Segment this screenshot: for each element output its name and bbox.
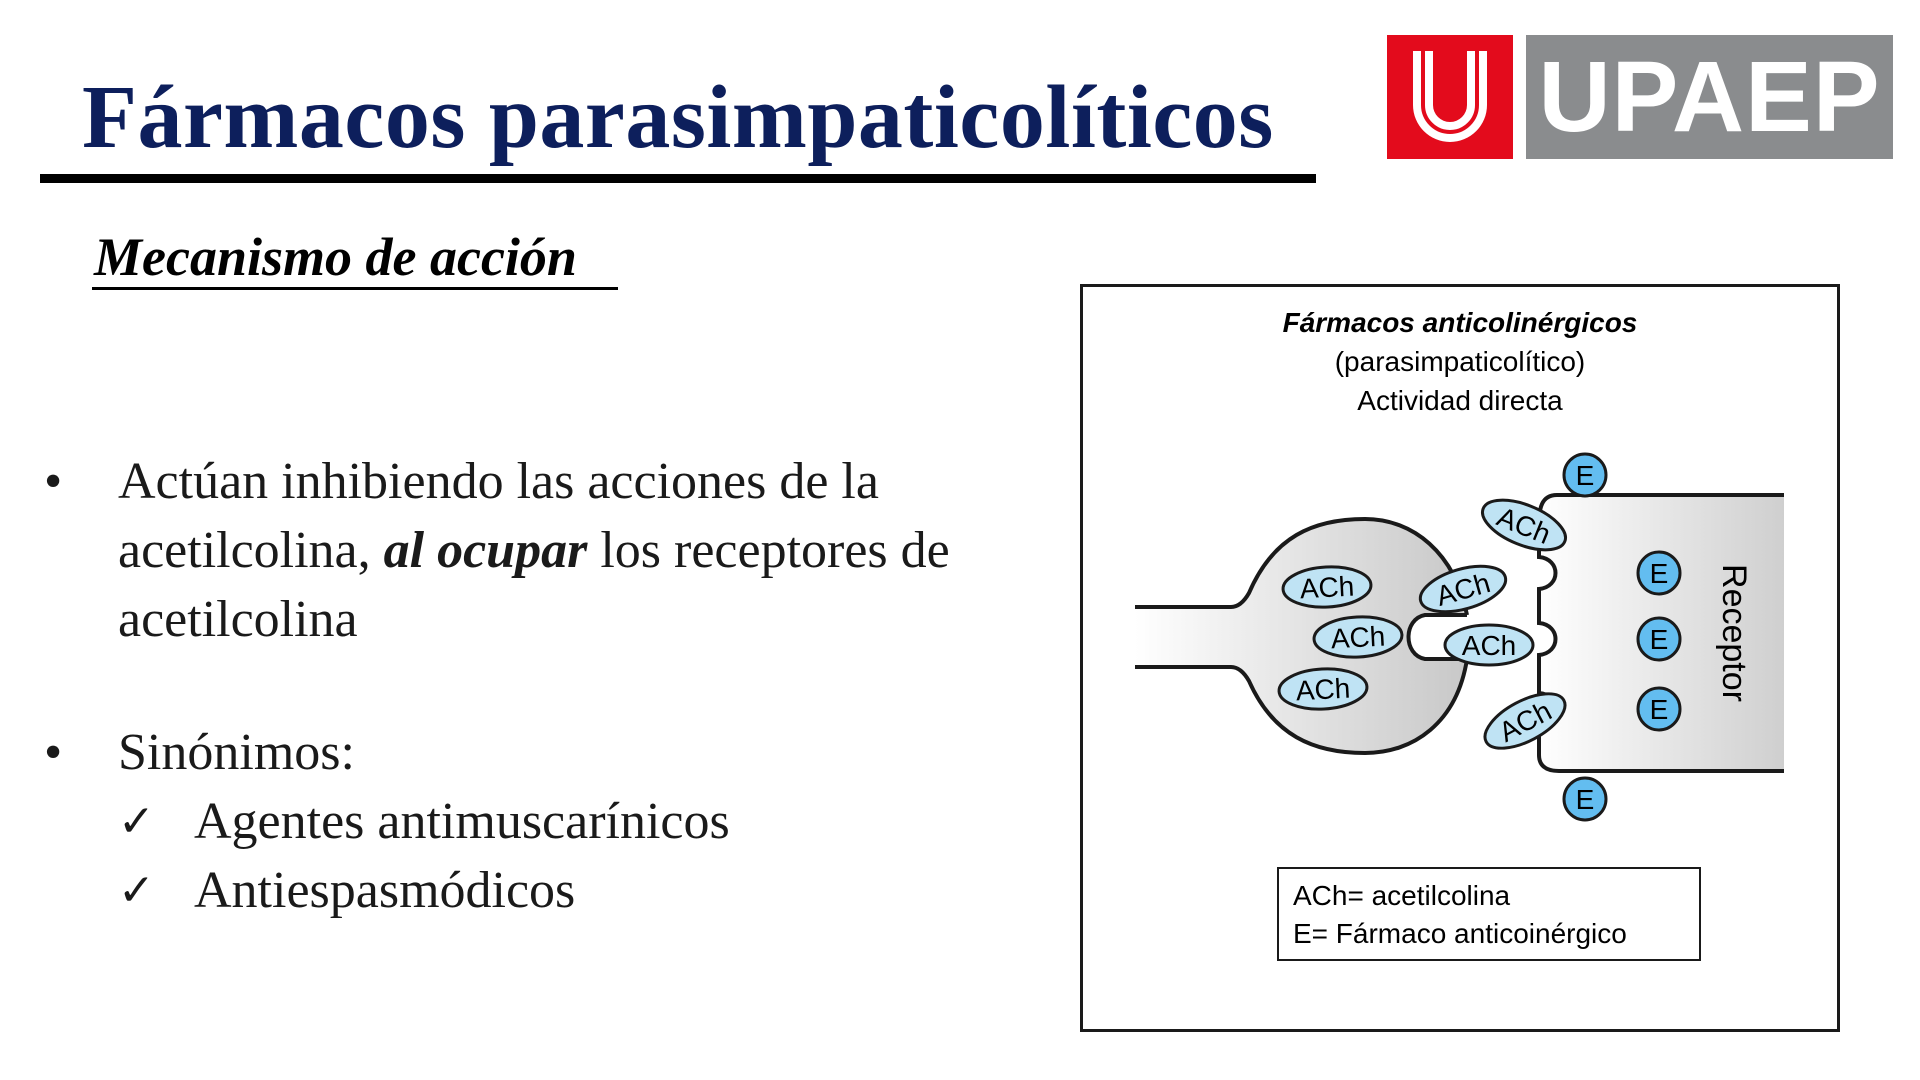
svg-text:E: E [1575,784,1595,815]
slide-title: Fármacos parasimpaticolíticos [82,68,1274,167]
synonym-text: Antiespasmódicos [194,862,576,919]
svg-text:ACh: ACh [1493,694,1557,748]
svg-text:ACh: ACh [1461,630,1517,661]
mechanism-figure [1080,284,1840,1032]
synapse-diagram [1083,287,1837,847]
title-underline [40,174,1316,183]
drug-molecule-free [1564,454,1606,496]
drug-molecule-free [1564,778,1606,820]
svg-text:E: E [1649,558,1669,589]
drug-molecule-bound [1638,688,1680,730]
svg-text:ACh: ACh [1330,620,1387,655]
svg-text:E: E [1649,624,1669,655]
checkmark-icon: ✓ [118,796,155,847]
logo-u-mark [1387,35,1513,159]
bullet-synonyms [40,718,960,925]
drug-molecule-bound [1638,618,1680,660]
synonyms-label: Sinónimos: [118,724,355,781]
svg-text:ACh: ACh [1492,500,1555,551]
figure-subtitle: (parasimpaticolítico) [1334,346,1586,377]
section-subtitle: Mecanismo de acción [94,227,577,287]
ach-molecule [1445,625,1533,665]
u-letter-icon [1387,35,1513,159]
svg-text:E: E [1649,694,1669,725]
svg-text:E: E [1575,460,1595,491]
bullet-dot: • [44,453,63,510]
bullet-list [40,447,960,925]
logo-wordmark: UPAEP [1526,35,1893,159]
drug-molecule-bound [1638,552,1680,594]
bullet-dot: • [44,724,63,781]
subtitle-underline [92,287,618,290]
bullet-emphasis: al ocupar [383,522,588,579]
checkmark-icon: ✓ [118,865,155,916]
receptor-label: Receptor [1715,564,1753,702]
svg-text:ACh: ACh [1432,567,1494,612]
figure-title: Fármacos anticolinérgicos [1282,307,1638,338]
bullet-text-end: los receptores de acetilcolina [118,522,950,648]
figure-caption: Actividad directa [1357,385,1563,416]
bullet-text-start: Actúan inhibiendo las acciones de la acetilcolina, [118,453,879,579]
legend-entry: ACh= acetilcolina [1293,880,1511,911]
synonym-item [118,787,960,856]
synonym-item [118,856,960,925]
figure-legend [1277,867,1701,961]
legend-entry: E= Fármaco anticoinérgico [1293,918,1627,949]
svg-text:ACh: ACh [1295,672,1352,707]
upaep-logo [1387,35,1893,159]
bullet-mechanism [40,447,960,654]
synonym-list [118,787,960,925]
synonym-text: Agentes antimuscarínicos [194,793,730,850]
svg-text:ACh: ACh [1299,570,1356,605]
